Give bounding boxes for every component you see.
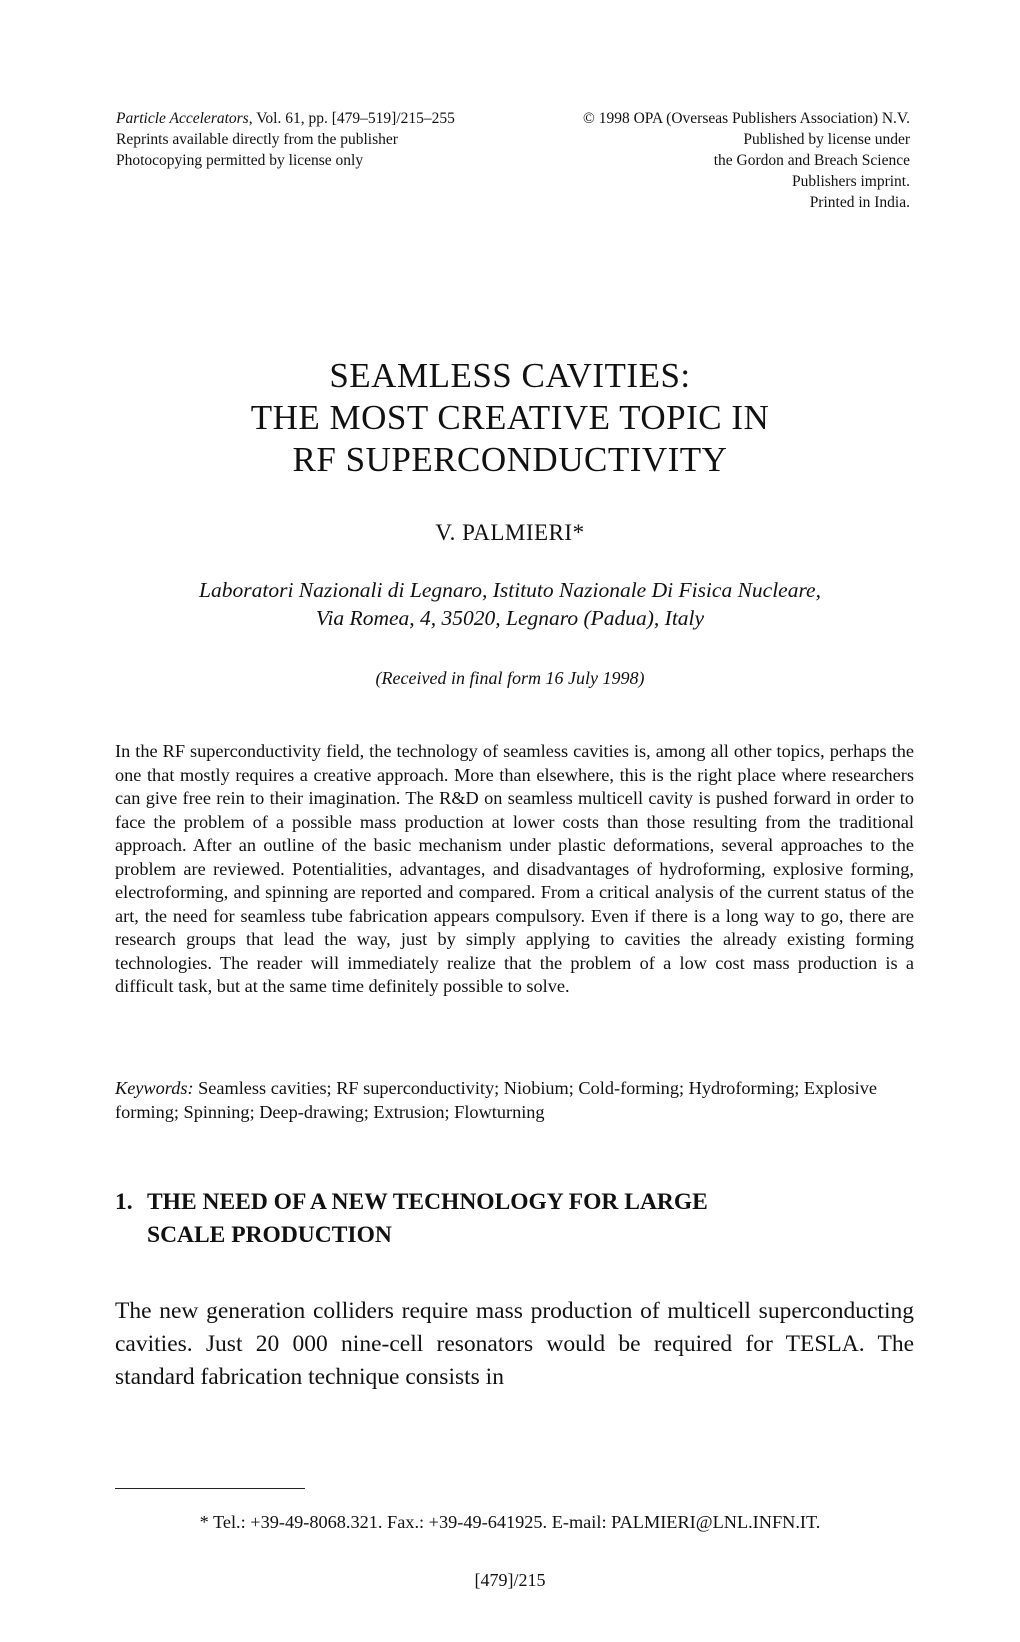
title-line-3: RF SUPERCONDUCTIVITY xyxy=(292,440,728,479)
affiliation-line-2: Via Romea, 4, 35020, Legnaro (Padua), Italy xyxy=(315,606,705,630)
publisher-line: the Gordon and Breach Science xyxy=(713,152,910,169)
footnote-divider xyxy=(115,1488,305,1489)
paper-title xyxy=(0,355,1020,481)
publisher-header-right xyxy=(583,108,910,213)
imprint-line: Publishers imprint. xyxy=(792,173,910,190)
abstract: In the RF superconductivity field, the technology of seamless cavities is, among all other topics, perhaps the one that mostly requires a creative approach. More than elsewhere, this is the right place where researchers can give free rein to their imagination. The R&D on seamless multicell cavity is pushed forward in order to face the problem of a possible mass production at lower costs than those resulting from the traditional approach. After an outline of the basic mechanism under plastic deformations, several approaches to the problem are reviewed. Potentialities, advantages, and disadvantages of hydroforming, explosive forming, electroforming, and spinning are reported and compared. From a critical analysis of the current status of the art, the need for seamless tube fabrication appears compulsory. Even if there is a long way to go, there are research groups that lead the way, just by simply applying to cavities the already existing forming technologies. The reader will immediately realize that the problem of a low cost mass production is a difficult task, but at the same time definitely possible to solve. xyxy=(115,741,914,996)
author-affiliation xyxy=(0,576,1020,632)
keywords-label: Keywords: xyxy=(115,1078,194,1098)
section-title-line-2: SCALE PRODUCTION xyxy=(147,1222,392,1248)
journal-citation xyxy=(116,108,455,129)
title-line-1: SEAMLESS CAVITIES: xyxy=(329,356,691,395)
copyright-line: © 1998 OPA (Overseas Publishers Association) N.V. xyxy=(583,110,910,127)
author-name: V. PALMIERI* xyxy=(435,520,585,545)
section-title-line-1: THE NEED OF A NEW TECHNOLOGY FOR LARGE xyxy=(147,1189,708,1215)
journal-name: Particle Accelerators xyxy=(116,110,249,127)
keywords xyxy=(115,1077,914,1124)
license-line: Published by license under xyxy=(743,131,910,148)
keywords-text: Seamless cavities; RF superconductivity; Niobium; Cold-forming; Hydroforming; Explosive forming; Spinning; Deep-drawing; Extrusion; Flowturning xyxy=(115,1078,877,1122)
footnote: * Tel.: +39-49-8068.321. Fax.: +39-49-641925. E-mail: PALMIERI@LNL.INFN.IT. xyxy=(199,1512,821,1532)
title-line-2: THE MOST CREATIVE TOPIC IN xyxy=(250,398,770,437)
section-heading xyxy=(115,1186,914,1252)
reprints-note: Reprints available directly from the publisher xyxy=(116,131,398,148)
page-number: [479]/215 xyxy=(474,1570,546,1590)
printed-line: Printed in India. xyxy=(809,194,910,211)
received-date: (Received in final form 16 July 1998) xyxy=(375,668,645,688)
section-number: 1. xyxy=(115,1189,133,1215)
journal-header-left xyxy=(116,108,455,171)
affiliation-line-1: Laboratori Nazionali di Legnaro, Istituto Nazionale Di Fisica Nucleare, xyxy=(199,578,821,602)
body-paragraph: The new generation colliders require mass production of multicell superconducting cavities. Just 20 000 nine-cell resonators would be required for TESLA. The standard fabrication technique consists in xyxy=(115,1298,914,1390)
photocopying-note: Photocopying permitted by license only xyxy=(116,152,364,169)
journal-volume: , Vol. 61, pp. [479–519]/215–255 xyxy=(248,110,455,127)
